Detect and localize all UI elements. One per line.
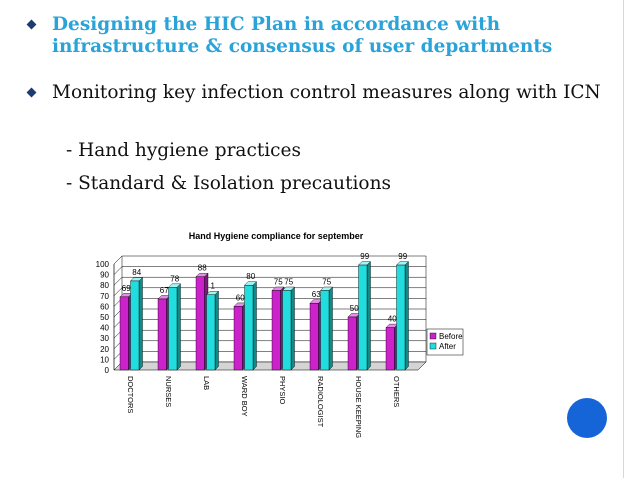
bar-side [177,284,181,370]
bar-before [158,299,167,370]
data-label: 60 [235,293,245,303]
bar-after [397,265,406,370]
depth-gridline [114,267,122,275]
data-label: 69 [121,283,131,293]
data-label: 78 [170,274,180,284]
y-tick-label: 80 [100,281,109,291]
bar-before [386,328,395,370]
data-label: 88 [197,263,207,273]
legend-label: After [439,342,456,351]
y-tick-label: 20 [100,344,109,354]
legend-swatch [430,333,436,339]
bar-before [310,303,319,370]
bar-after [359,265,368,370]
y-tick-label: 60 [100,302,109,312]
bar-after [321,291,330,371]
y-tick-label: 70 [100,291,109,301]
bullet-text-2: Monitoring key infection control measures along with ICN [52,82,601,103]
bar-side [253,282,257,370]
chart-container [78,220,468,444]
depth-gridline [114,277,122,285]
x-category-label: NURSES [164,376,173,408]
bar-after [283,291,292,371]
bar-before [120,297,129,370]
data-label: 63 [311,290,321,300]
bar-after [169,287,178,370]
y-tick-label: 90 [100,270,109,280]
y-tick-label: 10 [100,355,109,365]
chart-title: Hand Hygiene compliance for september [188,231,364,241]
x-category-label: DOCTORS [126,376,135,414]
bar-before [348,317,357,370]
blue-circle-decoration [567,398,607,438]
bar-before [196,277,205,370]
x-category-label: OTHERS [392,376,401,408]
bar-side [291,287,295,370]
slide-edge-rule [623,0,624,478]
bar-side [215,291,219,370]
bar-before [272,291,281,371]
hand-hygiene-chart [78,220,468,444]
depth-gridline [114,256,122,264]
sub-item-isolation: - Standard & Isolation precautions [66,173,391,194]
legend-swatch [430,343,436,349]
bar-side [367,262,371,370]
data-label: 80 [246,272,256,282]
bar-after [131,281,140,370]
diamond-bullet-icon [27,88,37,98]
x-category-label: WARD BOY [240,376,249,417]
data-label: 84 [132,267,142,277]
data-label: 75 [322,277,332,287]
data-label: 1 [210,281,215,291]
data-label: 99 [398,252,408,262]
y-tick-label: 40 [100,323,109,333]
data-label: 99 [360,252,370,262]
bullet-text-1: Designing the HIC Plan in accordance with infrastructure & consensus of user departments [52,14,553,57]
x-category-label: HOUSE KEEPING [354,376,363,439]
bar-side [329,287,333,370]
data-label: 40 [387,314,397,324]
sub-item-hand-hygiene: - Hand hygiene practices [66,140,301,161]
diamond-bullet-icon [27,20,37,30]
bar-after [207,295,216,370]
y-tick-label: 0 [104,366,109,375]
bar-before [234,306,243,370]
y-tick-label: 100 [95,260,109,269]
data-label: 75 [273,277,283,287]
depth-gridline [114,288,122,296]
data-label: 75 [284,277,294,287]
x-category-label: RADIOLOGIST [316,376,325,428]
x-category-label: PHYSIO [278,376,287,405]
data-label: 50 [349,304,359,313]
y-tick-label: 50 [100,313,109,322]
bar-side [405,262,409,370]
y-tick-label: 30 [100,334,109,344]
legend-label: Before [439,332,463,341]
data-label: 67 [159,285,169,295]
bar-after [245,285,254,370]
x-category-label: LAB [202,376,211,391]
bar-side [139,277,143,370]
